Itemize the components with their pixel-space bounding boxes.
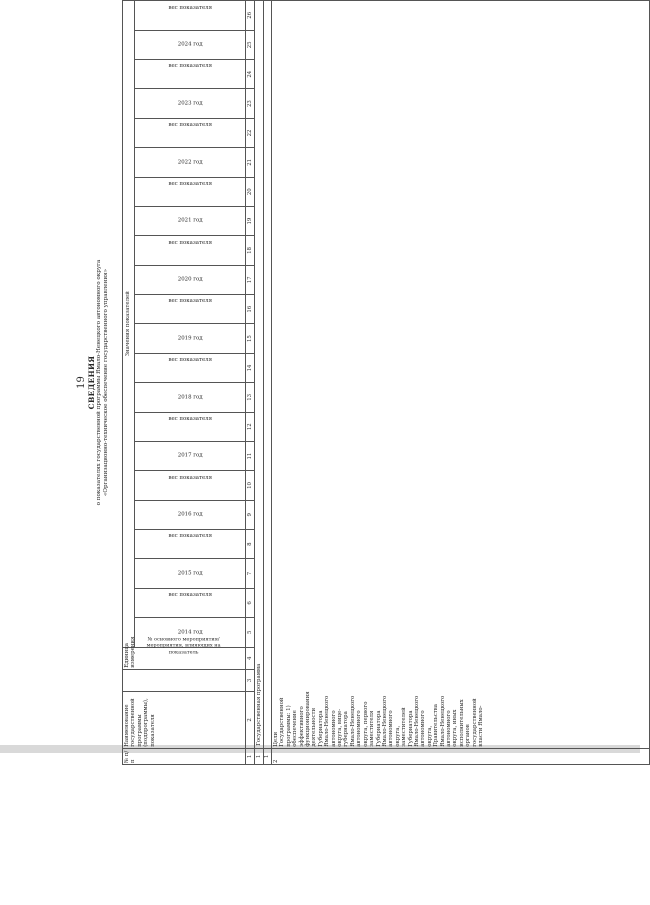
header-weight-col: вес показателя	[135, 471, 246, 500]
row-goals-cell	[272, 1, 650, 749]
row-program-title: Государственная программа	[255, 1, 264, 749]
header-year-col: 2021 год	[135, 206, 246, 235]
rotated-document	[76, 0, 640, 765]
header-year-col: 2023 год	[135, 89, 246, 118]
header-year-col: 2014 год	[135, 618, 246, 647]
col-number: 18	[246, 236, 255, 265]
header-weight-col: вес показателя	[135, 177, 246, 206]
table-row	[264, 1, 272, 765]
col-number: 22	[246, 118, 255, 147]
header-weight-col: вес показателя	[135, 530, 246, 559]
header-year-col: 2017 год	[135, 441, 246, 470]
header-values-group: Значения показателей	[123, 1, 135, 648]
subtitle-line: «Организационно-техническое обеспечение государственного управления»	[103, 269, 109, 497]
col-number: 15	[246, 324, 255, 353]
col-number: 10	[246, 471, 255, 500]
column-numbers-row	[246, 1, 255, 765]
col-number: 1	[246, 748, 255, 764]
row-num: 2	[272, 748, 650, 764]
subtitle-line: о показателях государственной программы Ямало-Ненецкого автономного округа	[96, 259, 102, 506]
col-number: 21	[246, 148, 255, 177]
header-weight-col: вес показателя	[135, 353, 246, 382]
col-number: 9	[246, 500, 255, 529]
col-number: 14	[246, 353, 255, 382]
row-num: 1	[264, 748, 272, 764]
row-goals-text: Цели Государственной программы: 1) обеспечение эффективного функционирования деятельности Губернатора Ямало-Ненецкого автономного округа, вице-губернатора Ямало-Ненецкого автономного округа, первого заместителя Губернатора Ямало-Ненецкого автономного округа, заместителей Губернатора Ямало-Ненецкого автономного округа, Правительства Ямало-Ненецкого автономного округа, иных исполнительных органов государственной власти Ямало-	[273, 691, 484, 747]
table-row	[255, 1, 264, 765]
col-number: 7	[246, 559, 255, 588]
col-number: 11	[246, 441, 255, 470]
col-number: 26	[246, 1, 255, 31]
header-weight-col: вес показателя	[135, 118, 246, 147]
col-number: 24	[246, 60, 255, 89]
col-number: 19	[246, 206, 255, 235]
indicators-table	[122, 0, 650, 765]
col-number: 13	[246, 383, 255, 412]
row-num: 1	[255, 748, 264, 764]
header-year-col: 2022 год	[135, 148, 246, 177]
col-number: 17	[246, 265, 255, 294]
table-row	[272, 1, 650, 765]
row-empty	[264, 1, 272, 749]
col-number: 23	[246, 89, 255, 118]
col-number: 25	[246, 30, 255, 59]
header-weight-col: вес показателя	[135, 412, 246, 441]
header-event: № основного мероприятия/ мероприятия, влияющих на показатель	[123, 669, 246, 691]
header-year-col: 2024 год	[135, 30, 246, 59]
header-year-col: 2020 год	[135, 265, 246, 294]
col-number: 16	[246, 295, 255, 324]
header-weight-col: вес показателя	[135, 236, 246, 265]
header-year-col: 2016 год	[135, 500, 246, 529]
header-year-col: 2018 год	[135, 383, 246, 412]
header-weight-col: вес показателя	[135, 295, 246, 324]
col-number: 2	[246, 692, 255, 749]
col-number: 12	[246, 412, 255, 441]
page-number: 19	[76, 376, 87, 389]
col-number: 20	[246, 177, 255, 206]
col-number: 5	[246, 618, 255, 647]
header-weight-col: вес показателя	[135, 60, 246, 89]
document-title: СВЕДЕНИЯ	[87, 355, 96, 410]
header-unit: Единица измерения	[123, 647, 246, 669]
col-number: 3	[246, 669, 255, 691]
header-year-col: 2019 год	[135, 324, 246, 353]
col-number: 8	[246, 530, 255, 559]
header-weight-col: вес показателя	[135, 1, 246, 31]
header-name: Наименование государственной программы (подпрограммы), показателя	[123, 692, 246, 749]
col-number: 4	[246, 647, 255, 669]
header-num: № п/п	[123, 748, 246, 764]
col-number: 6	[246, 588, 255, 617]
header-weight-col: вес показателя	[135, 588, 246, 617]
document-subtitle	[96, 0, 110, 765]
header-year-col: 2015 год	[135, 559, 246, 588]
